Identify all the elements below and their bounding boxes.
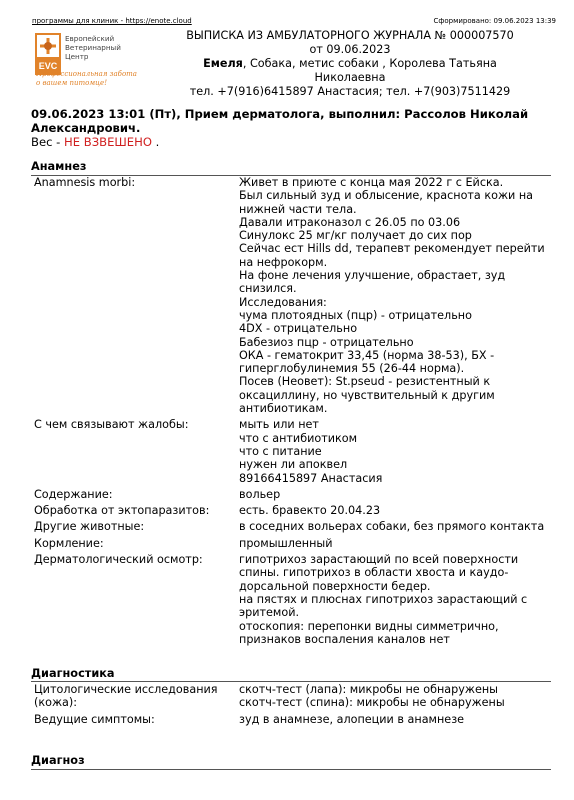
row-value: Живет в приюте с конца мая 2022 г с Ейска. Был сильный зуд и облысение, краснота кожи на нижней части тела. Давали итраконазол с 26.05 по 03.06 Синулокс 25 мг/кг получает до сих пор Сейчас ест Hills dd, терапевт рекомендует перейти на нефрокорм. На фоне лечения улучшение, обрастает, зуд снизился. Исследования: чума плотоядных (пцр) - отрицательно 4DX - отрицательно Бабезиоз пцр - отрицательно ОКА - гематокрит 33,45 (норма 38-53), БХ - гиперглобулинемия 55 (26-44 норма). Посев (Неовет): St.pseud - резистентный к оксациллину, но чувствительный к другим антибиотикам. (239, 176, 545, 416)
section-divider (31, 681, 551, 682)
visit-title: 09.06.2023 13:01 (Пт), Прием дерматолога, выполнил: Рассолов Николай Александрович. (31, 107, 529, 135)
weight-label: Вес - (31, 135, 65, 149)
row-label: Обработка от эктопаразитов: (34, 504, 210, 518)
row-cytology (31, 683, 556, 710)
section-title-diagnostics: Диагностика (31, 667, 115, 680)
enote-link[interactable]: программы для клиник - https://enote.cloud (32, 17, 192, 25)
row-feeding (31, 537, 556, 550)
patient-line (170, 57, 530, 85)
diagnostics-rows (31, 683, 556, 729)
row-label: Кормление: (34, 536, 104, 550)
row-anamnesis-morbi (31, 176, 556, 415)
evc-logo-icon (35, 33, 61, 75)
row-value: мыть или нет что с антибиотиком что с питание нужен ли апоквел 89166415897 Анастасия (239, 418, 383, 485)
row-label: Цитологические исследования (кожа): (34, 683, 218, 710)
section-divider (31, 769, 551, 770)
generated-timestamp: Сформировано: 09.06.2023 13:39 (433, 17, 556, 25)
section-title-anamnesis: Анамнез (31, 160, 87, 173)
row-value: зуд в анамнезе, алопеции в анамнезе (239, 712, 465, 726)
row-label: Anamnesis morbi: (34, 176, 136, 189)
clinic-name: Европейский Ветеринарный Центр (65, 34, 121, 61)
clinic-logo (35, 33, 165, 93)
document-header (170, 29, 530, 99)
document-title: ВЫПИСКА ИЗ АМБУЛАТОРНОГО ЖУРНАЛА № 000007570 (186, 29, 514, 42)
row-value: есть. бравекто 20.04.23 (239, 504, 381, 518)
row-value: скотч-тест (лапа): микробы не обнаружены скотч-тест (спина): микробы не обнаружены (239, 683, 505, 710)
row-label: Дерматологический осмотр: (34, 553, 203, 567)
document-date: от 09.06.2023 (309, 43, 391, 56)
patient-name: Емеля (203, 57, 243, 70)
section-title-diagnosis: Диагноз (31, 754, 85, 767)
anamnesis-rows (31, 176, 556, 649)
row-complaints (31, 418, 556, 484)
row-value: гипотрихоз зарастающий по всей поверхности спины. гипотрихоз в области хвоста и каудо- дорсальной поверхности бедер. на пястях и плюснах гипотрихоз зарастающий с эритемой. отоскопия: перепонки видны симметрично, признаков воспаления каналов нет (239, 553, 528, 646)
weight-value: НЕ ВЗВЕШЕНО (64, 135, 152, 149)
row-label: Ведущие симптомы: (34, 712, 155, 726)
row-ectoparasites (31, 504, 556, 517)
row-label: Другие животные: (34, 520, 145, 534)
owner-phones: тел. +7(916)6415897 Анастасия; тел. +7(903)7511429 (189, 85, 511, 98)
svg-text:EVC: EVC (38, 61, 58, 71)
clinic-slogan: Профессиональная забота о вашем питомце! (36, 70, 137, 87)
row-label: Содержание: (34, 487, 113, 501)
row-value: промышленный (239, 536, 333, 550)
weight-line: Вес - НЕ ВЗВЕШЕНО . (31, 135, 160, 149)
top-bar (32, 17, 556, 27)
patient-details: , Собака, метис собаки , Королева Татьяна Николаевна (242, 57, 497, 84)
visit-block (31, 107, 551, 149)
row-dermatological-exam (31, 553, 556, 646)
row-other-animals (31, 520, 556, 533)
row-value: в соседних вольерах собаки, без прямого контакта (239, 520, 545, 534)
row-label: С чем связывают жалобы: (34, 418, 189, 432)
row-housing (31, 488, 556, 501)
row-leading-symptoms (31, 713, 556, 726)
row-value: вольер (239, 487, 281, 501)
